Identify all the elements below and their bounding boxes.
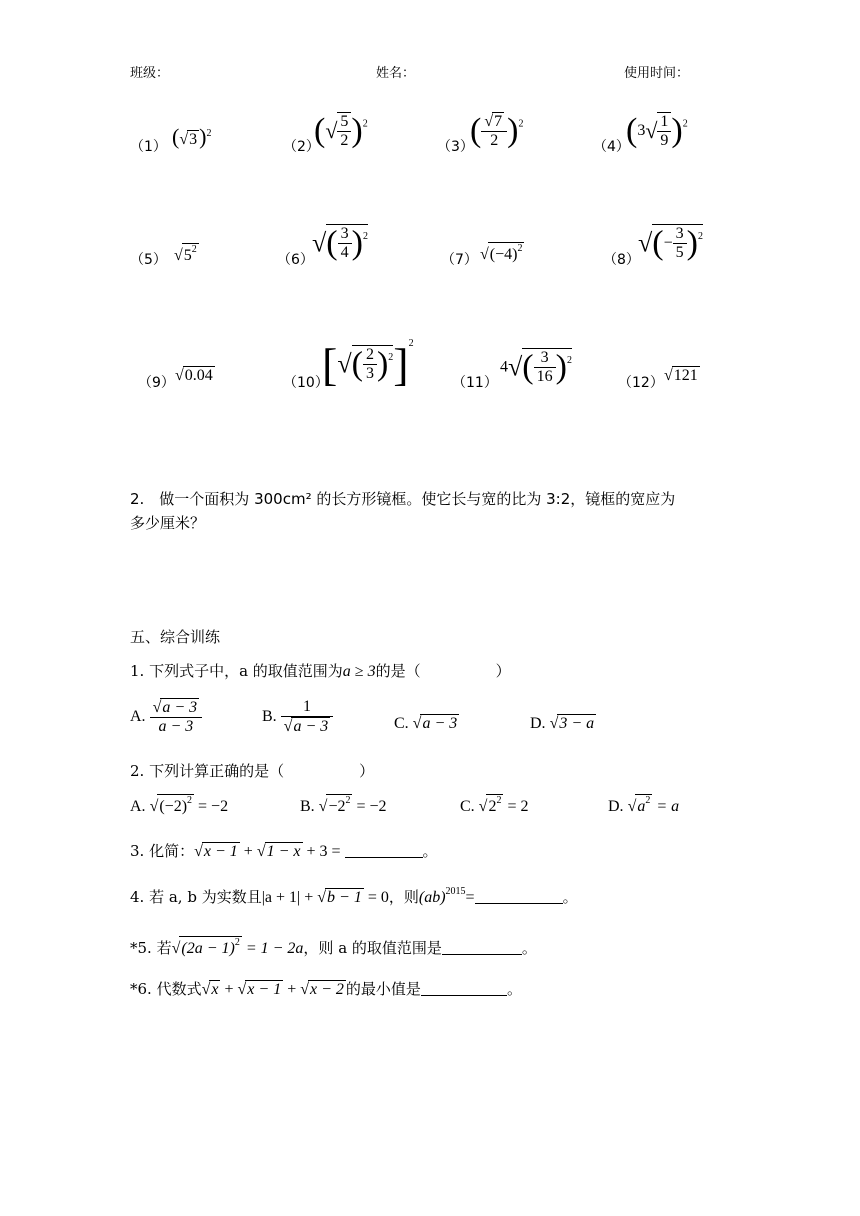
name-label: 姓名：	[376, 66, 416, 81]
exercise-2-number: （2）	[283, 139, 320, 155]
exercise-1-expression: $(√3)^2$	[172, 124, 212, 149]
exercise-4-expression: (3√ $\frac{1}{9}$ )$^2$	[626, 112, 688, 149]
q5-answer-blank[interactable]	[442, 938, 522, 955]
time-label: 使用时间：	[624, 66, 690, 81]
exercise-12-expression: √121	[664, 367, 698, 384]
q6-line: *6. 代数式√x + √x − 1 + √x − 2 的最小值是 。	[130, 980, 522, 998]
q2-option-b: B. $√-2^2 = -2$	[300, 795, 387, 815]
q1-option-c: C. √a − 3	[394, 715, 458, 732]
exercise-2-expression: (√ $\frac{5}{2}$ )$^2$	[314, 112, 368, 149]
exercise-9-number: （9）	[138, 375, 175, 391]
q4-line: 4. 若 a, b 为实数且|a + 1| + √b − 1 = 0，则(ab)$^{2015}$= 。	[130, 886, 578, 906]
q2-option-c: C. $√2^2 = 2$	[460, 795, 529, 815]
q2-stem: 2. 下列计算正确的是（ ）	[130, 762, 375, 780]
q2-option-d: D. $√a^2 = a$	[608, 795, 680, 815]
exercise-10-number: （10）	[283, 375, 329, 391]
problem-2-line-2: 多少厘米？	[130, 514, 206, 532]
exercise-6-number: （6）	[277, 252, 314, 268]
q1-option-a: A. $\frac{√a - 3}{a - 3}$	[130, 698, 202, 736]
q1-option-b: B. $\frac{1}{√a - 3}$	[262, 698, 333, 736]
exercise-5-number: （5）	[130, 252, 167, 268]
exercise-6-expression: √( $\frac{3}{4}$ )$^2$	[312, 224, 368, 262]
q2-option-a: A. $√(-2)^2 = -2$	[130, 795, 229, 815]
q4-answer-blank[interactable]	[475, 887, 563, 904]
exercise-4-number: （4）	[593, 139, 630, 155]
q1-stem: 1. 下列式子中，a 的取值范围为a ≥ 3的是（ ）	[130, 662, 511, 680]
exercise-11-number: （11）	[452, 375, 498, 391]
q3-answer-blank[interactable]	[345, 841, 423, 858]
exercise-8-expression: √(− $\frac{3}{5}$ )$^2$	[638, 224, 703, 262]
q6-answer-blank[interactable]	[421, 979, 507, 996]
exercise-11-expression: 4√( $\frac{3}{16}$ )$^2$	[500, 348, 572, 386]
section-5-title: 五、综合训练	[130, 628, 221, 646]
exercise-10-expression: [√( $\frac{2}{3}$ )$^2$]$^2$	[322, 338, 414, 390]
q1-option-d: D. √3 − a	[530, 715, 595, 732]
exercise-7-number: （7）	[441, 252, 478, 268]
q5-line: *5. 若$√(2a - 1)^2 = 1 - 2a$，则 a 的取值范围是 。	[130, 937, 537, 957]
exercise-3-expression: ( $\frac{√7}{2}$ )$^2$	[470, 112, 524, 149]
class-label: 班级：	[130, 66, 170, 81]
problem-2-line-1: 2. 做一个面积为 300cm² 的长方形镜框。使它长与宽的比为 3:2，镜框的宽应为	[130, 490, 676, 508]
exercise-1-number: （1）	[130, 139, 167, 155]
exercise-5-expression: $√5^2$	[174, 244, 197, 264]
q3-line: 3. 化简：√x − 1 + √1 − x + 3 = 。	[130, 842, 438, 860]
exercise-12-number: （12）	[618, 375, 664, 391]
exercise-7-expression: $√(-4)^2$	[480, 243, 523, 263]
exercise-9-expression: √0.04	[175, 367, 213, 384]
exercise-3-number: （3）	[437, 139, 474, 155]
exercise-8-number: （8）	[603, 252, 640, 268]
